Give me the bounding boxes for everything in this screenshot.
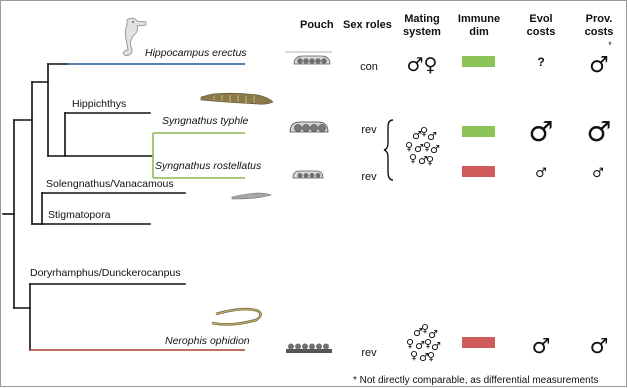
svg-text:♀: ♀	[427, 350, 436, 363]
svg-text:♂: ♂	[413, 326, 423, 339]
header-mating-system-line2: system	[403, 26, 441, 38]
taxon-doryrhamphus: Doryrhamphus/Dunckerocanpus	[30, 267, 181, 279]
prov-costs-nerophis: ♂	[589, 334, 609, 358]
svg-text:♀: ♀	[410, 349, 419, 362]
immune-bar-nerophis	[462, 337, 495, 348]
svg-text:♂: ♂	[427, 130, 437, 143]
evol-costs-rostellatus: ♂	[535, 166, 547, 181]
svg-text:♂: ♂	[419, 351, 429, 364]
svg-text:♂: ♂	[431, 340, 441, 353]
header-prov-costs-line1: Prov.	[585, 13, 613, 25]
pouch-rostellatus	[293, 171, 323, 178]
evol-costs-typhle: ♂	[528, 115, 554, 148]
svg-text:♀: ♀	[421, 322, 430, 335]
sex-roles-typhle: rev	[361, 124, 377, 136]
svg-text:♀: ♀	[406, 337, 415, 350]
svg-text:♂: ♂	[415, 339, 425, 352]
header-pouch: Pouch	[300, 19, 334, 31]
mating-polygamy-symbols-nerophis	[406, 322, 441, 364]
grouping-brace	[384, 120, 393, 180]
taxon-syngnathus-rostellatus: Syngnathus rostellatus	[155, 160, 262, 172]
pouch-nerophis	[286, 344, 332, 354]
svg-text:♂: ♂	[414, 142, 424, 155]
svg-text:♂: ♂	[418, 154, 428, 167]
svg-text:♀: ♀	[409, 152, 418, 165]
nerophis-illustration	[212, 309, 261, 324]
evol-costs-hippocampus: ?	[537, 55, 545, 69]
svg-text:♀: ♀	[405, 140, 414, 153]
taxon-syngnathus-typhle: Syngnathus typhle	[162, 115, 249, 127]
sex-roles-rostellatus: rev	[361, 171, 377, 183]
header-sex-roles: Sex roles	[343, 19, 392, 31]
svg-text:♀: ♀	[424, 337, 433, 350]
header-evol-costs-line2: costs	[526, 26, 556, 38]
pipefish-rostellatus-illustration	[232, 193, 271, 199]
prov-costs-typhle: ♂	[586, 115, 612, 148]
immune-bar-rostellatus	[462, 166, 495, 177]
header-evol-costs-line1: Evol	[529, 13, 553, 25]
taxon-solengnathus: Solengnathus/Vanacamous	[46, 178, 174, 190]
svg-text:♂: ♂	[412, 129, 422, 142]
header-immune-dim-line1: Immune	[457, 13, 501, 25]
prov-costs-asterisk: *	[608, 40, 612, 50]
taxon-nerophis-ophidion: Nerophis ophidion	[165, 335, 250, 347]
svg-text:♀: ♀	[420, 125, 429, 138]
header-prov-costs-line2: costs	[584, 26, 614, 38]
pipefish-typhle-illustration	[201, 93, 273, 104]
seahorse-illustration	[123, 18, 146, 55]
sex-roles-hippocampus: con	[360, 61, 378, 73]
svg-text:♂: ♂	[430, 143, 440, 156]
header-immune-dim-line2: dim	[469, 26, 489, 38]
prov-costs-rostellatus: ♂	[592, 166, 604, 181]
sex-roles-nerophis: rev	[361, 347, 377, 359]
taxon-hippocampus-erectus: Hippocampus erectus	[145, 47, 247, 59]
svg-text:♂: ♂	[428, 328, 438, 341]
svg-text:♀: ♀	[423, 140, 432, 153]
immune-bar-hippocampus	[462, 56, 495, 67]
mating-polygamy-symbols-syngnathus	[405, 125, 440, 167]
pouch-typhle	[290, 122, 328, 132]
evol-costs-nerophis: ♂	[531, 334, 551, 358]
immune-bar-typhle	[462, 126, 495, 137]
prov-costs-hippocampus: ♂	[589, 53, 609, 78]
mating-monogamy-symbols: ♂♀	[406, 54, 438, 76]
taxon-hippichthys: Hippichthys	[72, 98, 127, 110]
taxon-stigmatopora: Stigmatopora	[48, 209, 111, 221]
svg-text:♀: ♀	[426, 154, 435, 167]
footnote: * Not directly comparable, as differential measurements	[353, 375, 599, 386]
pouch-hippocampus	[285, 52, 332, 64]
header-mating-system-line1: Mating	[404, 13, 440, 25]
